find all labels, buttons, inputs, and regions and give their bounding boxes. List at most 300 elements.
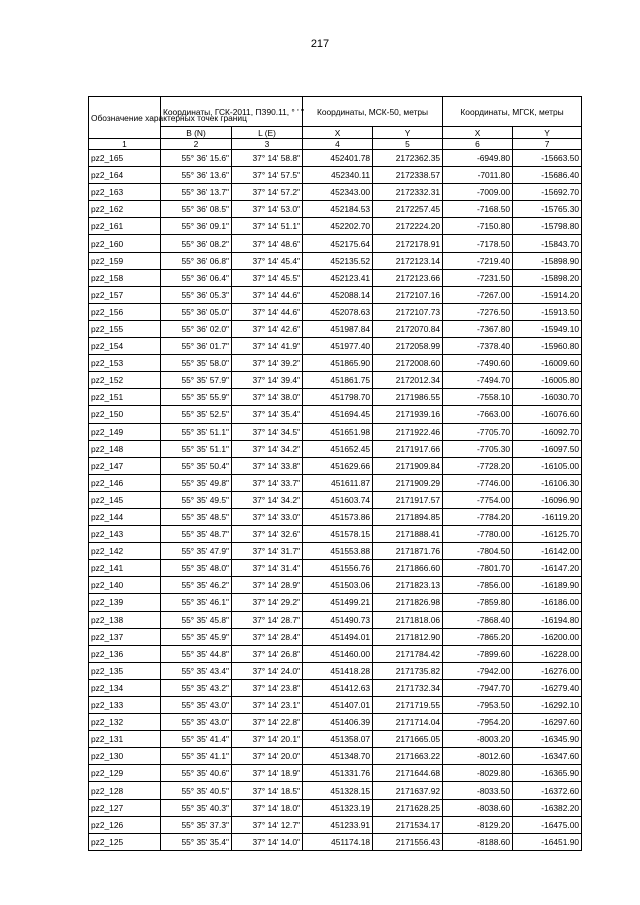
- mgsk-x-cell: -7784.20: [443, 508, 513, 525]
- table-row: [89, 508, 582, 525]
- table-row: [89, 679, 582, 696]
- mgsk-y-cell: -16092.70: [513, 423, 582, 440]
- msk-x-cell: 451358.07: [303, 731, 373, 748]
- gsk-l-cell: 37° 14' 58.8": [232, 150, 303, 167]
- gsk-b-cell: 55° 35' 41.1": [161, 748, 232, 765]
- mgsk-x-cell: -7168.50: [443, 201, 513, 218]
- table-row: [89, 167, 582, 184]
- point-id-cell: pz2_154: [89, 338, 161, 355]
- point-id-cell: pz2_125: [89, 833, 161, 850]
- mgsk-y-cell: -16005.80: [513, 372, 582, 389]
- gsk-b-cell: 55° 35' 45.9": [161, 628, 232, 645]
- table-row: [89, 662, 582, 679]
- gsk-l-cell: 37° 14' 28.9": [232, 577, 303, 594]
- gsk-b-cell: 55° 35' 40.6": [161, 765, 232, 782]
- table-row: [89, 714, 582, 731]
- point-id-cell: pz2_160: [89, 235, 161, 252]
- column-number: 1: [89, 139, 161, 150]
- table-row: [89, 645, 582, 662]
- msk-x-cell: 452175.64: [303, 235, 373, 252]
- table-row: [89, 286, 582, 303]
- table-row: [89, 457, 582, 474]
- header-gsk: Координаты, ГСК-2011, ПЗ90.11, ° ' ": [161, 97, 303, 127]
- mgsk-y-cell: -16142.00: [513, 543, 582, 560]
- msk-x-cell: 451323.19: [303, 799, 373, 816]
- mgsk-y-cell: -16189.90: [513, 577, 582, 594]
- msk-y-cell: 2171818.06: [373, 611, 443, 628]
- mgsk-x-cell: -7231.50: [443, 269, 513, 286]
- table-row: [89, 218, 582, 235]
- gsk-b-cell: 55° 36' 09.1": [161, 218, 232, 235]
- msk-y-cell: 2171812.90: [373, 628, 443, 645]
- mgsk-x-cell: -7899.60: [443, 645, 513, 662]
- gsk-l-cell: 37° 14' 34.2": [232, 491, 303, 508]
- table-row: [89, 543, 582, 560]
- column-number: 7: [513, 139, 582, 150]
- point-id-cell: pz2_146: [89, 474, 161, 491]
- gsk-b-cell: 55° 35' 45.8": [161, 611, 232, 628]
- mgsk-y-cell: -16119.20: [513, 508, 582, 525]
- mgsk-x-cell: -7705.30: [443, 440, 513, 457]
- point-id-cell: pz2_145: [89, 491, 161, 508]
- msk-y-cell: 2171909.29: [373, 474, 443, 491]
- msk-x-cell: 451629.66: [303, 457, 373, 474]
- point-id-cell: pz2_161: [89, 218, 161, 235]
- mgsk-x-cell: -7663.00: [443, 406, 513, 423]
- msk-y-cell: 2172070.84: [373, 320, 443, 337]
- gsk-b-cell: 55° 35' 35.4": [161, 833, 232, 850]
- gsk-l-cell: 37° 14' 23.1": [232, 697, 303, 714]
- mgsk-x-cell: -8003.20: [443, 731, 513, 748]
- gsk-b-cell: 55° 35' 44.8": [161, 645, 232, 662]
- mgsk-x-cell: -7178.50: [443, 235, 513, 252]
- msk-y-cell: 2171888.41: [373, 526, 443, 543]
- msk-y-cell: 2171637.92: [373, 782, 443, 799]
- msk-x-cell: 452135.52: [303, 252, 373, 269]
- mgsk-y-cell: -16030.70: [513, 389, 582, 406]
- mgsk-x-cell: -7011.80: [443, 167, 513, 184]
- gsk-l-cell: 37° 14' 12.7": [232, 816, 303, 833]
- table-row: [89, 269, 582, 286]
- point-id-cell: pz2_148: [89, 440, 161, 457]
- msk-y-cell: 2171826.98: [373, 594, 443, 611]
- gsk-b-cell: 55° 35' 40.3": [161, 799, 232, 816]
- mgsk-x-cell: -7276.50: [443, 303, 513, 320]
- msk-x-cell: 451578.15: [303, 526, 373, 543]
- header-gsk-b: B (N): [161, 127, 232, 139]
- mgsk-x-cell: -6949.80: [443, 150, 513, 167]
- mgsk-x-cell: -7804.50: [443, 543, 513, 560]
- msk-y-cell: 2171732.34: [373, 679, 443, 696]
- header-mgsk: Координаты, МГСК, метры: [443, 97, 582, 127]
- mgsk-y-cell: -16076.60: [513, 406, 582, 423]
- gsk-b-cell: 55° 36' 13.7": [161, 184, 232, 201]
- msk-x-cell: 452343.00: [303, 184, 373, 201]
- point-id-cell: pz2_164: [89, 167, 161, 184]
- msk-y-cell: 2172362.35: [373, 150, 443, 167]
- mgsk-x-cell: -7367.80: [443, 320, 513, 337]
- point-id-cell: pz2_159: [89, 252, 161, 269]
- header-msk-y: Y: [373, 127, 443, 139]
- gsk-l-cell: 37° 14' 53.0": [232, 201, 303, 218]
- table-row: [89, 440, 582, 457]
- mgsk-y-cell: -16147.20: [513, 560, 582, 577]
- point-id-cell: pz2_163: [89, 184, 161, 201]
- point-id-cell: pz2_131: [89, 731, 161, 748]
- mgsk-y-cell: -16297.60: [513, 714, 582, 731]
- msk-x-cell: 451328.15: [303, 782, 373, 799]
- point-id-cell: pz2_140: [89, 577, 161, 594]
- msk-x-cell: 451651.98: [303, 423, 373, 440]
- column-number: 3: [232, 139, 303, 150]
- mgsk-x-cell: -7801.70: [443, 560, 513, 577]
- msk-x-cell: 451174.18: [303, 833, 373, 850]
- msk-y-cell: 2172107.16: [373, 286, 443, 303]
- mgsk-x-cell: -7859.80: [443, 594, 513, 611]
- msk-x-cell: 451418.28: [303, 662, 373, 679]
- mgsk-x-cell: -7728.20: [443, 457, 513, 474]
- msk-x-cell: 452088.14: [303, 286, 373, 303]
- header-mgsk-x: X: [443, 127, 513, 139]
- msk-y-cell: 2172338.57: [373, 167, 443, 184]
- mgsk-y-cell: -16276.00: [513, 662, 582, 679]
- gsk-b-cell: 55° 36' 06.4": [161, 269, 232, 286]
- point-id-cell: pz2_141: [89, 560, 161, 577]
- gsk-l-cell: 37° 14' 39.4": [232, 372, 303, 389]
- msk-x-cell: 451694.45: [303, 406, 373, 423]
- msk-y-cell: 2171866.60: [373, 560, 443, 577]
- mgsk-y-cell: -16186.00: [513, 594, 582, 611]
- mgsk-y-cell: -16279.40: [513, 679, 582, 696]
- mgsk-y-cell: -15843.70: [513, 235, 582, 252]
- table-row: [89, 560, 582, 577]
- mgsk-y-cell: -15913.50: [513, 303, 582, 320]
- gsk-l-cell: 37° 14' 20.1": [232, 731, 303, 748]
- mgsk-x-cell: -7009.00: [443, 184, 513, 201]
- msk-x-cell: 452202.70: [303, 218, 373, 235]
- table-row: [89, 355, 582, 372]
- msk-y-cell: 2172178.91: [373, 235, 443, 252]
- mgsk-y-cell: -16451.90: [513, 833, 582, 850]
- gsk-b-cell: 55° 35' 51.1": [161, 440, 232, 457]
- gsk-b-cell: 55° 35' 48.5": [161, 508, 232, 525]
- mgsk-y-cell: -15692.70: [513, 184, 582, 201]
- gsk-l-cell: 37° 14' 34.2": [232, 440, 303, 457]
- msk-x-cell: 451331.76: [303, 765, 373, 782]
- gsk-b-cell: 55° 35' 51.1": [161, 423, 232, 440]
- gsk-b-cell: 55° 35' 49.8": [161, 474, 232, 491]
- msk-y-cell: 2171917.66: [373, 440, 443, 457]
- table-row: [89, 372, 582, 389]
- mgsk-x-cell: -8038.60: [443, 799, 513, 816]
- table-row: [89, 150, 582, 167]
- mgsk-y-cell: -15798.80: [513, 218, 582, 235]
- mgsk-x-cell: -7868.40: [443, 611, 513, 628]
- msk-x-cell: 451494.01: [303, 628, 373, 645]
- mgsk-y-cell: -15898.20: [513, 269, 582, 286]
- gsk-b-cell: 55° 35' 55.9": [161, 389, 232, 406]
- gsk-l-cell: 37° 14' 35.4": [232, 406, 303, 423]
- column-number: 6: [443, 139, 513, 150]
- point-id-cell: pz2_157: [89, 286, 161, 303]
- msk-x-cell: 451798.70: [303, 389, 373, 406]
- gsk-b-cell: 55° 35' 43.0": [161, 697, 232, 714]
- table-body: [89, 150, 582, 851]
- point-id-cell: pz2_144: [89, 508, 161, 525]
- msk-y-cell: 2171922.46: [373, 423, 443, 440]
- gsk-b-cell: 55° 35' 48.7": [161, 526, 232, 543]
- point-id-cell: pz2_137: [89, 628, 161, 645]
- mgsk-y-cell: -15914.20: [513, 286, 582, 303]
- point-id-cell: pz2_139: [89, 594, 161, 611]
- table-row: [89, 748, 582, 765]
- mgsk-y-cell: -16292.10: [513, 697, 582, 714]
- msk-x-cell: 451611.87: [303, 474, 373, 491]
- point-id-cell: pz2_156: [89, 303, 161, 320]
- msk-x-cell: 452123.41: [303, 269, 373, 286]
- mgsk-y-cell: -15949.10: [513, 320, 582, 337]
- point-id-cell: pz2_130: [89, 748, 161, 765]
- table-row: [89, 491, 582, 508]
- msk-y-cell: 2171735.82: [373, 662, 443, 679]
- mgsk-x-cell: -7942.00: [443, 662, 513, 679]
- gsk-l-cell: 37° 14' 41.9": [232, 338, 303, 355]
- gsk-l-cell: 37° 14' 44.6": [232, 286, 303, 303]
- gsk-l-cell: 37° 14' 14.0": [232, 833, 303, 850]
- msk-x-cell: 451573.86: [303, 508, 373, 525]
- gsk-l-cell: 37° 14' 33.8": [232, 457, 303, 474]
- gsk-l-cell: 37° 14' 45.5": [232, 269, 303, 286]
- mgsk-x-cell: -7746.00: [443, 474, 513, 491]
- msk-y-cell: 2172123.14: [373, 252, 443, 269]
- point-id-cell: pz2_143: [89, 526, 161, 543]
- column-number: 2: [161, 139, 232, 150]
- table-row: [89, 833, 582, 850]
- point-id-cell: pz2_150: [89, 406, 161, 423]
- gsk-l-cell: 37° 14' 57.2": [232, 184, 303, 201]
- gsk-b-cell: 55° 36' 01.7": [161, 338, 232, 355]
- mgsk-y-cell: -16228.00: [513, 645, 582, 662]
- table-row: [89, 406, 582, 423]
- msk-x-cell: 451556.76: [303, 560, 373, 577]
- mgsk-y-cell: -16372.60: [513, 782, 582, 799]
- point-id-cell: pz2_133: [89, 697, 161, 714]
- gsk-l-cell: 37° 14' 29.2": [232, 594, 303, 611]
- mgsk-y-cell: -16475.00: [513, 816, 582, 833]
- msk-y-cell: 2171784.42: [373, 645, 443, 662]
- msk-x-cell: 451603.74: [303, 491, 373, 508]
- gsk-b-cell: 55° 35' 48.0": [161, 560, 232, 577]
- gsk-l-cell: 37° 14' 42.6": [232, 320, 303, 337]
- mgsk-x-cell: -7494.70: [443, 372, 513, 389]
- msk-y-cell: 2172008.60: [373, 355, 443, 372]
- mgsk-y-cell: -16345.90: [513, 731, 582, 748]
- gsk-l-cell: 37° 14' 31.4": [232, 560, 303, 577]
- page-number: 217: [310, 38, 330, 50]
- table-row: [89, 731, 582, 748]
- mgsk-x-cell: -8188.60: [443, 833, 513, 850]
- msk-y-cell: 2172123.66: [373, 269, 443, 286]
- mgsk-y-cell: -16097.50: [513, 440, 582, 457]
- table-row: [89, 423, 582, 440]
- gsk-l-cell: 37° 14' 44.6": [232, 303, 303, 320]
- gsk-l-cell: 37° 14' 57.5": [232, 167, 303, 184]
- gsk-b-cell: 55° 36' 06.8": [161, 252, 232, 269]
- point-id-cell: pz2_155: [89, 320, 161, 337]
- gsk-l-cell: 37° 14' 28.7": [232, 611, 303, 628]
- msk-x-cell: 451861.75: [303, 372, 373, 389]
- gsk-l-cell: 37° 14' 39.2": [232, 355, 303, 372]
- column-number: 5: [373, 139, 443, 150]
- gsk-b-cell: 55° 35' 46.2": [161, 577, 232, 594]
- mgsk-x-cell: -7780.00: [443, 526, 513, 543]
- gsk-l-cell: 37° 14' 23.8": [232, 679, 303, 696]
- msk-x-cell: 451865.90: [303, 355, 373, 372]
- msk-x-cell: 451977.40: [303, 338, 373, 355]
- table-row: [89, 782, 582, 799]
- gsk-b-cell: 55° 35' 41.4": [161, 731, 232, 748]
- point-id-cell: pz2_134: [89, 679, 161, 696]
- mgsk-x-cell: -7856.00: [443, 577, 513, 594]
- mgsk-y-cell: -15663.50: [513, 150, 582, 167]
- header-msk: Координаты, МСК-50, метры: [303, 97, 443, 127]
- mgsk-y-cell: -15686.40: [513, 167, 582, 184]
- gsk-b-cell: 55° 35' 37.3": [161, 816, 232, 833]
- msk-x-cell: 451503.06: [303, 577, 373, 594]
- mgsk-x-cell: -7953.50: [443, 697, 513, 714]
- mgsk-x-cell: -7954.20: [443, 714, 513, 731]
- msk-y-cell: 2171917.57: [373, 491, 443, 508]
- msk-y-cell: 2172332.31: [373, 184, 443, 201]
- mgsk-x-cell: -7150.80: [443, 218, 513, 235]
- table-row: [89, 235, 582, 252]
- column-number-row: [89, 139, 582, 150]
- header-mgsk-y: Y: [513, 127, 582, 139]
- msk-y-cell: 2172012.34: [373, 372, 443, 389]
- table-row: [89, 201, 582, 218]
- mgsk-x-cell: -7219.40: [443, 252, 513, 269]
- gsk-b-cell: 55° 36' 02.0": [161, 320, 232, 337]
- point-id-cell: pz2_158: [89, 269, 161, 286]
- table-row: [89, 816, 582, 833]
- mgsk-y-cell: -16096.90: [513, 491, 582, 508]
- mgsk-x-cell: -7754.00: [443, 491, 513, 508]
- point-id-cell: pz2_138: [89, 611, 161, 628]
- gsk-b-cell: 55° 35' 47.9": [161, 543, 232, 560]
- msk-y-cell: 2171714.04: [373, 714, 443, 731]
- msk-y-cell: 2171871.76: [373, 543, 443, 560]
- gsk-l-cell: 37° 14' 48.6": [232, 235, 303, 252]
- mgsk-y-cell: -15765.30: [513, 201, 582, 218]
- point-id-cell: pz2_162: [89, 201, 161, 218]
- msk-y-cell: 2172107.73: [373, 303, 443, 320]
- table-row: [89, 389, 582, 406]
- point-id-cell: pz2_142: [89, 543, 161, 560]
- mgsk-y-cell: -15898.90: [513, 252, 582, 269]
- table-row: [89, 594, 582, 611]
- msk-x-cell: 452184.53: [303, 201, 373, 218]
- gsk-b-cell: 55° 35' 46.1": [161, 594, 232, 611]
- msk-y-cell: 2171534.17: [373, 816, 443, 833]
- header-msk-x: X: [303, 127, 373, 139]
- gsk-b-cell: 55° 35' 58.0": [161, 355, 232, 372]
- msk-x-cell: 451233.91: [303, 816, 373, 833]
- gsk-l-cell: 37° 14' 24.0": [232, 662, 303, 679]
- gsk-b-cell: 55° 35' 40.5": [161, 782, 232, 799]
- msk-y-cell: 2171663.22: [373, 748, 443, 765]
- msk-x-cell: 452078.63: [303, 303, 373, 320]
- gsk-l-cell: 37° 14' 18.0": [232, 799, 303, 816]
- point-id-cell: pz2_126: [89, 816, 161, 833]
- point-id-cell: pz2_135: [89, 662, 161, 679]
- msk-x-cell: 451348.70: [303, 748, 373, 765]
- msk-y-cell: 2171719.55: [373, 697, 443, 714]
- msk-x-cell: 451407.01: [303, 697, 373, 714]
- mgsk-x-cell: -7490.60: [443, 355, 513, 372]
- msk-x-cell: 451553.88: [303, 543, 373, 560]
- point-id-cell: pz2_152: [89, 372, 161, 389]
- point-id-cell: pz2_151: [89, 389, 161, 406]
- table-row: [89, 697, 582, 714]
- header-designation: Обозначение характерных точек границ: [89, 97, 161, 139]
- gsk-l-cell: 37° 14' 18.5": [232, 782, 303, 799]
- gsk-l-cell: 37° 14' 20.0": [232, 748, 303, 765]
- msk-y-cell: 2171823.13: [373, 577, 443, 594]
- gsk-b-cell: 55° 35' 43.4": [161, 662, 232, 679]
- table-row: [89, 338, 582, 355]
- point-id-cell: pz2_127: [89, 799, 161, 816]
- gsk-l-cell: 37° 14' 18.9": [232, 765, 303, 782]
- table-row: [89, 628, 582, 645]
- msk-y-cell: 2171665.05: [373, 731, 443, 748]
- gsk-l-cell: 37° 14' 26.8": [232, 645, 303, 662]
- msk-x-cell: 451499.21: [303, 594, 373, 611]
- gsk-l-cell: 37° 14' 45.4": [232, 252, 303, 269]
- table-row: [89, 252, 582, 269]
- point-id-cell: pz2_132: [89, 714, 161, 731]
- msk-y-cell: 2171628.25: [373, 799, 443, 816]
- gsk-l-cell: 37° 14' 22.8": [232, 714, 303, 731]
- gsk-b-cell: 55° 35' 52.5": [161, 406, 232, 423]
- table-row: [89, 526, 582, 543]
- mgsk-x-cell: -8129.20: [443, 816, 513, 833]
- mgsk-y-cell: -16106.30: [513, 474, 582, 491]
- msk-y-cell: 2172257.45: [373, 201, 443, 218]
- mgsk-y-cell: -16125.70: [513, 526, 582, 543]
- mgsk-x-cell: -8029.80: [443, 765, 513, 782]
- point-id-cell: pz2_129: [89, 765, 161, 782]
- msk-x-cell: 451406.39: [303, 714, 373, 731]
- column-number: 4: [303, 139, 373, 150]
- gsk-b-cell: 55° 36' 08.5": [161, 201, 232, 218]
- gsk-b-cell: 55° 35' 49.5": [161, 491, 232, 508]
- gsk-b-cell: 55° 35' 43.2": [161, 679, 232, 696]
- table-row: [89, 577, 582, 594]
- gsk-b-cell: 55° 36' 13.6": [161, 167, 232, 184]
- mgsk-y-cell: -16382.20: [513, 799, 582, 816]
- msk-y-cell: 2171556.43: [373, 833, 443, 850]
- gsk-b-cell: 55° 36' 15.6": [161, 150, 232, 167]
- gsk-b-cell: 55° 35' 43.0": [161, 714, 232, 731]
- mgsk-x-cell: -7705.70: [443, 423, 513, 440]
- mgsk-y-cell: -15960.80: [513, 338, 582, 355]
- mgsk-x-cell: -7947.70: [443, 679, 513, 696]
- gsk-l-cell: 37° 14' 51.1": [232, 218, 303, 235]
- gsk-b-cell: 55° 35' 50.4": [161, 457, 232, 474]
- table-row: [89, 320, 582, 337]
- gsk-b-cell: 55° 36' 08.2": [161, 235, 232, 252]
- mgsk-x-cell: -7558.10: [443, 389, 513, 406]
